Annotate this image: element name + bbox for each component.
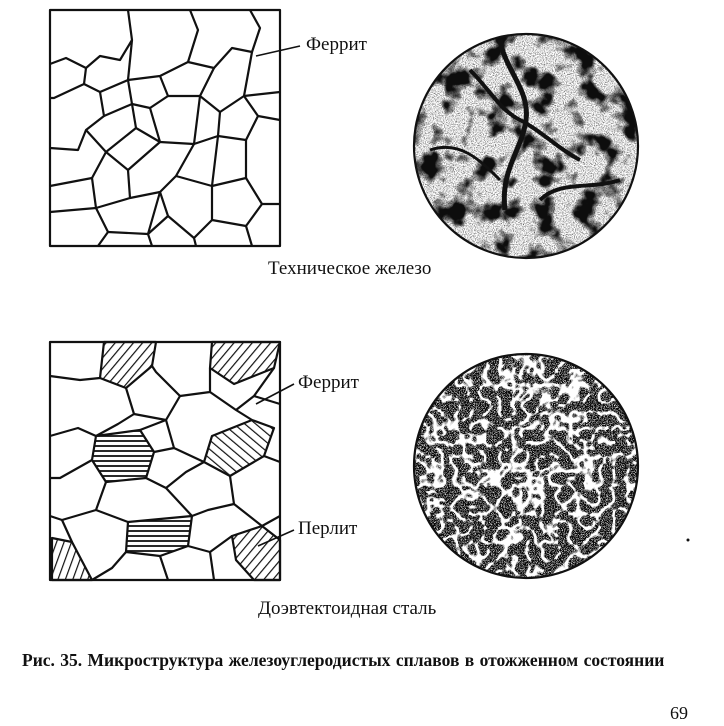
label-ferrite-top: Феррит [306,34,367,55]
caption-hypoeutectoid-steel: Доэвтектоидная сталь [258,598,437,619]
page-number: 69 [670,703,688,723]
schematic-hypoeutectoid-steel [50,342,280,580]
micrograph-technical-iron [414,34,638,258]
label-ferrite-bottom: Феррит [298,372,359,393]
micrograph-hypoeutectoid-steel [414,354,638,578]
schematic-technical-iron [50,10,280,246]
stray-dot [687,539,690,542]
figure-caption: Рис. 35. Микроструктура железоуглеродистых сплавов в отожженном состоянии [22,650,665,670]
caption-technical-iron: Техническое железо [268,258,432,279]
leader-line-ferrite-top [256,46,300,56]
label-perlite: Перлит [298,518,358,539]
